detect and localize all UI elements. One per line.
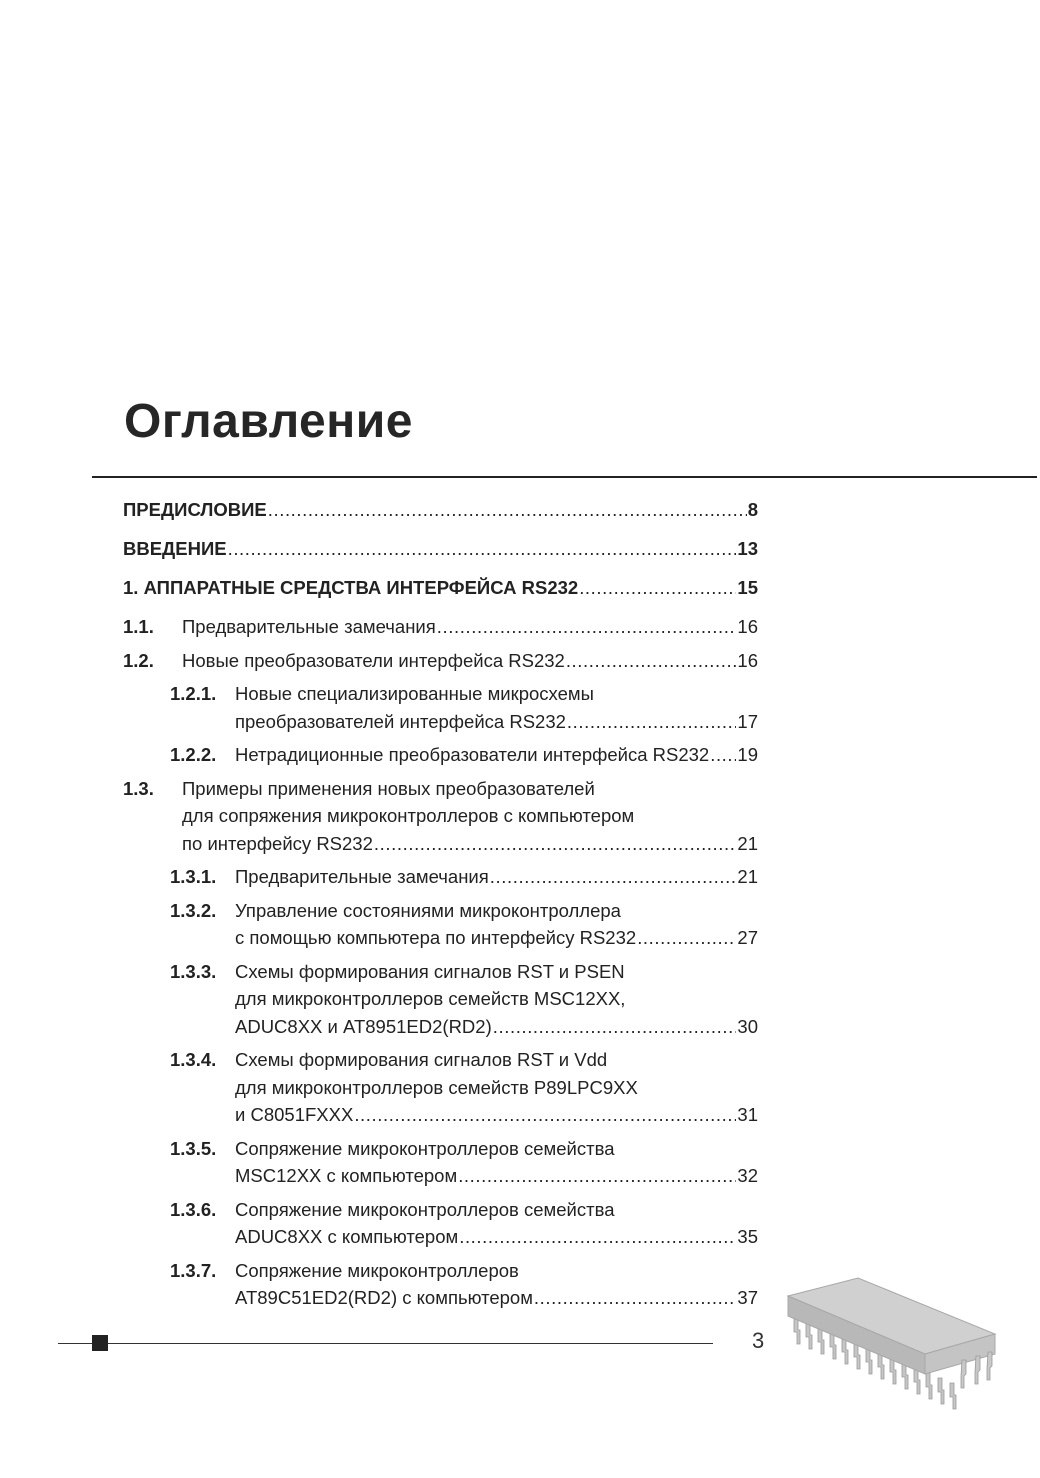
toc-leader-dots: [459, 1223, 736, 1251]
toc-section-number: 1.3.3.: [170, 960, 217, 982]
toc-page-number: 21: [737, 832, 758, 854]
toc-entry-preface: [123, 496, 758, 524]
toc-entry-chapter-1: [123, 574, 758, 602]
toc-page-number: 17: [737, 710, 758, 732]
toc-page-number: 27: [737, 927, 758, 948]
page-number: 3: [752, 1328, 765, 1353]
toc-page-number: 30: [737, 1015, 758, 1037]
toc-entry-1-3-1: [123, 863, 758, 891]
toc-page-number: 31: [737, 1104, 758, 1125]
toc-entry-1-3-4: [123, 1046, 758, 1129]
toc-page-number: 37: [737, 1287, 758, 1308]
toc-entry-1-2-2: [123, 741, 758, 769]
toc-leader-dots: [637, 924, 736, 952]
toc-section-number: 1.3.2.: [170, 899, 217, 921]
toc-entry-title: и C8051FXXX: [235, 1104, 354, 1125]
toc-page-number: 8: [747, 499, 758, 520]
toc-page-number: 16: [737, 649, 758, 671]
footer-square-marker: [92, 1335, 108, 1351]
toc-leader-dots: [458, 1162, 736, 1190]
toc-section-number: 1.3.7.: [170, 1259, 217, 1281]
toc-entry-title: AT89C51ED2(RD2) с компьютером: [235, 1287, 533, 1308]
toc-entry-title: ADUC8XX и AT8951ED2(RD2): [235, 1015, 492, 1037]
toc-leader-dots: [374, 830, 737, 858]
toc-leader-dots: [579, 574, 736, 602]
toc-entry-1-3-6: [123, 1196, 758, 1251]
toc-entry-title-line: Сопряжение микроконтроллеров семейства: [235, 1137, 615, 1159]
toc-section-number: 1.2.2.: [170, 744, 217, 765]
toc-entry-1-3: [123, 775, 758, 858]
toc-entry-title: Предварительные замечания: [235, 866, 489, 887]
toc-entry-1-3-3: [123, 958, 758, 1041]
table-of-contents: [123, 496, 758, 1318]
toc-entry-title-line: Схемы формирования сигналов RST и Vdd: [235, 1049, 608, 1070]
toc-page-number: 15: [737, 577, 758, 598]
toc-entry-1-2: [123, 647, 758, 675]
toc-section-number: 1.3.4.: [170, 1049, 217, 1070]
toc-entry-1-2-1: [123, 680, 758, 735]
toc-entry-title: ПРЕДИСЛОВИЕ: [123, 499, 267, 520]
title-divider: [92, 476, 1037, 478]
toc-entry-title: MSC12XX с компьютером: [235, 1165, 458, 1186]
toc-page-number: 16: [737, 616, 758, 637]
toc-page-number: 35: [737, 1226, 758, 1247]
toc-section-number: 1.3.1.: [170, 866, 217, 887]
toc-leader-dots: [228, 535, 737, 563]
toc-entry-title: Предварительные замечания: [182, 616, 436, 637]
toc-page-number: 19: [737, 744, 758, 765]
chip-body: [788, 1278, 995, 1374]
toc-entry-introduction: [123, 535, 758, 563]
toc-entry-title: с помощью компьютера по интерфейсу RS232: [235, 927, 637, 948]
toc-section-number: 1.1.: [123, 616, 154, 637]
toc-entry-1-3-7: [123, 1257, 758, 1312]
toc-entry-title-line: для сопряжения микроконтроллеров с компьютером: [182, 805, 635, 826]
toc-section-number: 1.2.: [123, 649, 154, 671]
toc-page-number: 21: [737, 866, 758, 887]
toc-entry-title: Нетрадиционные преобразователи интерфейса RS232: [235, 744, 710, 765]
toc-entry-title-line: для микроконтроллеров семейств MSC12XX,: [235, 988, 626, 1009]
toc-leader-dots: [566, 647, 737, 675]
toc-leader-dots: [490, 863, 737, 891]
toc-leader-dots: [567, 708, 737, 736]
toc-page-number: 13: [737, 538, 758, 559]
toc-entry-title: 1. АППАРАТНЫЕ СРЕДСТВА ИНТЕРФЕЙСА RS232: [123, 577, 579, 598]
toc-entry-title-line: Новые специализированные микросхемы: [235, 683, 594, 704]
toc-leader-dots: [534, 1284, 737, 1312]
toc-entry-title-line: для микроконтроллеров семейств P89LPC9XX: [235, 1076, 638, 1098]
toc-entry-title: по интерфейсу RS232: [182, 832, 373, 854]
toc-entry-title: ВВЕДЕНИЕ: [123, 538, 227, 559]
toc-section-number: 1.2.1.: [170, 683, 217, 704]
toc-entry-1-3-5: [123, 1135, 758, 1190]
toc-entry-title-line: Сопряжение микроконтроллеров семейства: [235, 1198, 615, 1220]
toc-entry-title: Новые преобразователи интерфейса RS232: [182, 649, 565, 671]
toc-leader-dots: [493, 1013, 737, 1041]
toc-entry-title: преобразователей интерфейса RS232: [235, 710, 566, 732]
toc-entry-1-3-2: [123, 897, 758, 952]
footer-rule: [58, 1343, 713, 1344]
toc-entry-1-1: [123, 613, 758, 641]
toc-entry-title-line: Управление состояниями микроконтроллера: [235, 899, 621, 921]
toc-section-number: 1.3.: [123, 777, 154, 799]
toc-leader-dots: [710, 741, 736, 769]
toc-leader-dots: [268, 496, 747, 524]
toc-section-number: 1.3.6.: [170, 1198, 217, 1220]
toc-entry-title: ADUC8XX с компьютером: [235, 1226, 459, 1247]
toc-section-number: 1.3.5.: [170, 1137, 217, 1159]
page-title: Оглавление: [124, 395, 413, 448]
microchip-illustration: [780, 1270, 1005, 1415]
toc-page-number: 32: [737, 1165, 758, 1186]
toc-entry-title-line: Сопряжение микроконтроллеров: [235, 1259, 519, 1281]
toc-entry-title-line: Примеры применения новых преобразователей: [182, 777, 595, 799]
toc-leader-dots: [354, 1101, 736, 1129]
toc-leader-dots: [437, 613, 737, 641]
toc-entry-title-line: Схемы формирования сигналов RST и PSEN: [235, 960, 625, 982]
